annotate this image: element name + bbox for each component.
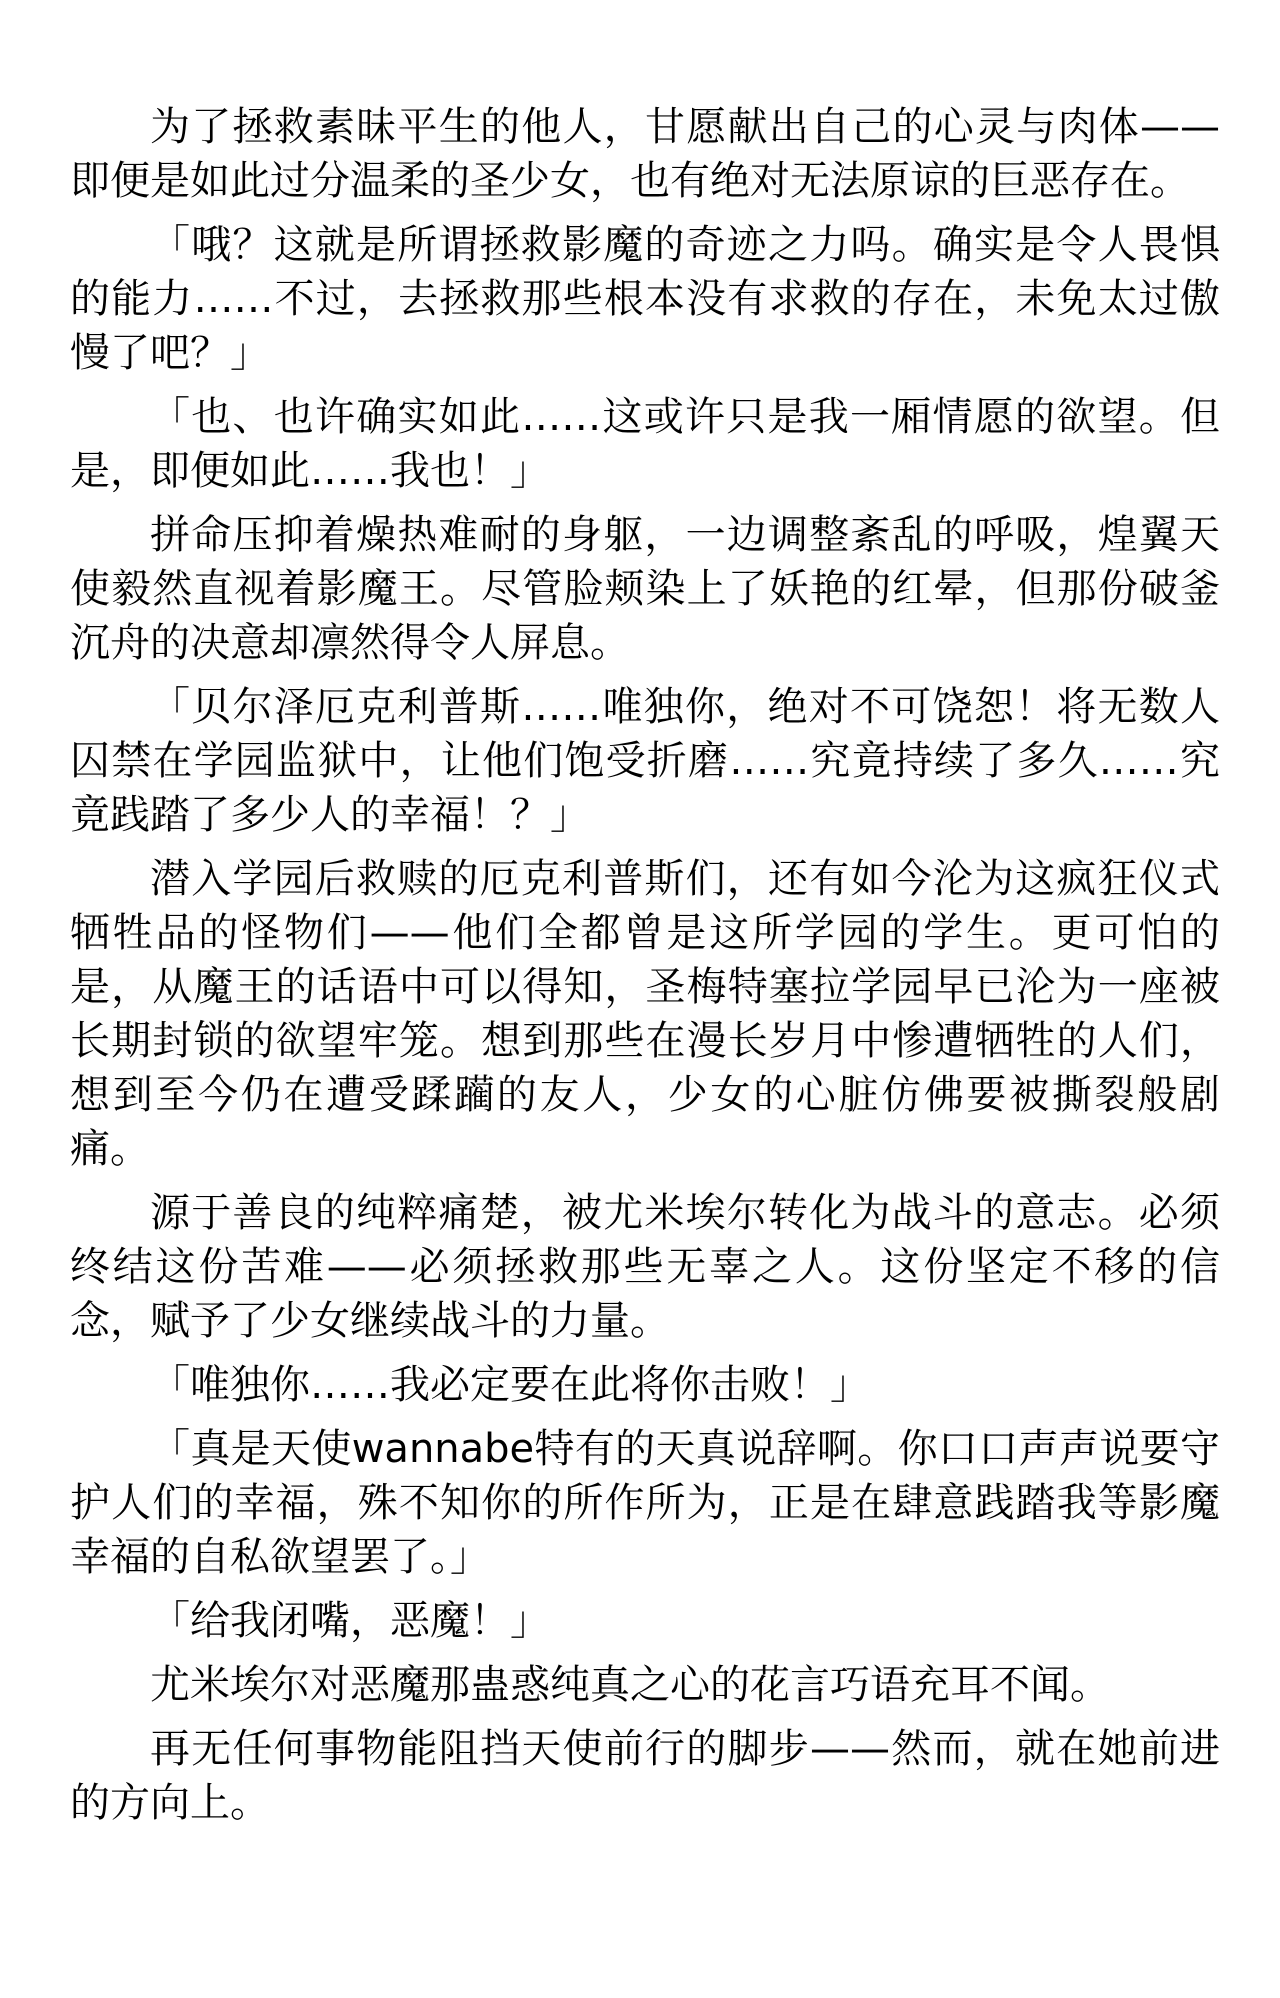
paragraph: 「真是天使wannabe特有的天真说辞啊。你口口声声说要守护人们的幸福，殊不知你的所作所为，正是在肆意践踏我等影魔幸福的自私欲望罢了。」 <box>70 1426 1220 1580</box>
paragraph: 再无任何事物能阻挡天使前行的脚步——然而，就在她前进的方向上。 <box>70 1726 1220 1826</box>
paragraph: 为了拯救素昧平生的他人，甘愿献出自己的心灵与肉体——即便是如此过分温柔的圣少女，也有绝对无法原谅的巨恶存在。 <box>70 104 1220 204</box>
paragraph: 「也、也许确实如此……这或许只是我一厢情愿的欲望。但是，即便如此……我也！」 <box>70 394 1220 494</box>
document-page <box>70 100 1220 1840</box>
paragraph: 「哦？这就是所谓拯救影魔的奇迹之力吗。确实是令人畏惧的能力……不过，去拯救那些根本没有求救的存在，未免太过傲慢了吧？」 <box>70 222 1220 376</box>
paragraph: 潜入学园后救赎的厄克利普斯们，还有如今沦为这疯狂仪式牺牲品的怪物们——他们全都曾是这所学园的学生。更可怕的是，从魔王的话语中可以得知，圣梅特塞拉学园早已沦为一座被长期封锁的欲望牢笼。想到那些在漫长岁月中惨遭牺牲的人们，想到至今仍在遭受蹂躏的友人，少女的心脏仿佛要被撕裂般剧痛。 <box>70 856 1220 1172</box>
paragraph: 拼命压抑着燥热难耐的身躯，一边调整紊乱的呼吸，煌翼天使毅然直视着影魔王。尽管脸颊染上了妖艳的红晕，但那份破釜沉舟的决意却凛然得令人屏息。 <box>70 512 1220 666</box>
paragraph: 尤米埃尔对恶魔那蛊惑纯真之心的花言巧语充耳不闻。 <box>150 1662 1110 1708</box>
paragraph: 「贝尔泽厄克利普斯……唯独你，绝对不可饶恕！将无数人囚禁在学园监狱中，让他们饱受折磨……究竟持续了多久……究竟践踏了多少人的幸福！？」 <box>70 684 1220 838</box>
paragraph: 「给我闭嘴，恶魔！」 <box>150 1598 550 1644</box>
paragraph: 「唯独你……我必定要在此将你击败！」 <box>150 1362 870 1408</box>
paragraph: 源于善良的纯粹痛楚，被尤米埃尔转化为战斗的意志。必须终结这份苦难——必须拯救那些无辜之人。这份坚定不移的信念，赋予了少女继续战斗的力量。 <box>70 1190 1220 1344</box>
